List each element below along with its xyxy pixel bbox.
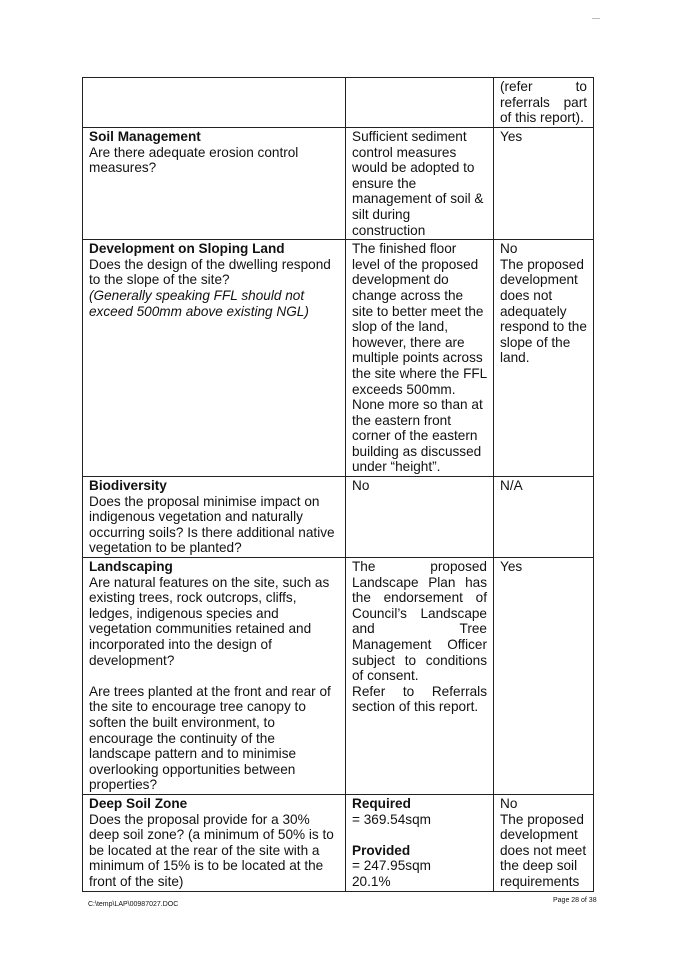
row-answer: The finished floor level of the proposed development do change across the site to better meet the slop of the land, however, there are multiple points across the site where the FFL exceeds 500mm. None more so than at the eastern front corner of the eastern building as discussed under “height”. <box>352 241 487 475</box>
row-title: Development on Sloping Land <box>89 241 285 257</box>
row-question: Does the design of the dwelling respond to the slope of the site? <box>89 256 331 288</box>
row-answer: No <box>352 478 370 494</box>
compliance-cell <box>494 78 594 128</box>
provided-value: = 247.95sqm <box>352 858 431 874</box>
table-row <box>83 128 594 240</box>
row-question: Are natural features on the site, such as existing trees, rock outcrops, cliffs, ledges, indigenous species and vegetation communities retained and incorporated into the design of development? <box>89 574 330 668</box>
row-title: Deep Soil Zone <box>89 795 188 811</box>
compliance-cell <box>494 240 594 477</box>
compliance-cell <box>494 558 594 795</box>
criteria-cell <box>83 477 346 558</box>
compliance-cell <box>494 794 594 891</box>
row-title: Landscaping <box>89 559 173 575</box>
row-question-2: Are trees planted at the front and rear of the site to encourage tree canopy to soften the built environment, to encourage the continuity of the landscape pattern and to minimise overlooking opportunities between properties? <box>89 683 331 793</box>
footer-file-path: C:\temp\LAP\00987027.DOC <box>88 901 179 908</box>
status-note-line: referrals part <box>500 94 587 110</box>
status-value: Yes <box>500 559 523 575</box>
criteria-cell <box>83 794 346 891</box>
corner-mark <box>592 18 600 19</box>
row-question: Does the proposal minimise impact on indigenous vegetation and naturally occurring soils? Is there additional native vegetation to be planted? <box>89 493 335 556</box>
row-title: Biodiversity <box>89 478 167 494</box>
row-question: Are there adequate erosion control measures? <box>89 144 299 176</box>
assessment-cell <box>346 240 494 477</box>
required-value: = 369.54sqm <box>352 811 431 827</box>
assessment-cell <box>346 128 494 240</box>
table-row <box>83 794 594 891</box>
row-note: (Generally speaking FFL should not exceed 500mm above existing NGL) <box>89 287 309 319</box>
row-answer-2: Refer to Referrals section of this report. <box>352 683 487 715</box>
status-value: No <box>500 241 518 257</box>
provided-label: Provided <box>352 842 411 858</box>
status-note-line: of this report). <box>500 110 584 126</box>
table-row <box>83 477 594 558</box>
provided-percent: 20.1% <box>352 873 391 889</box>
compliance-cell <box>494 477 594 558</box>
compliance-cell <box>494 128 594 240</box>
table-row <box>83 558 594 795</box>
status-value: Yes <box>500 129 523 144</box>
assessment-table <box>82 77 594 892</box>
assessment-cell <box>346 558 494 795</box>
criteria-cell <box>83 558 346 795</box>
required-label: Required <box>352 795 411 811</box>
footer-page-number: Page 28 of 38 <box>553 897 597 904</box>
table-row <box>83 240 594 477</box>
criteria-cell <box>83 78 346 128</box>
assessment-cell <box>346 794 494 891</box>
row-answer: Sufficient sediment control measures would be adopted to ensure the management of soil & silt during construction <box>352 129 484 238</box>
row-title: Soil Management <box>89 129 201 144</box>
table-row <box>83 78 594 128</box>
status-note: The proposed development does not meet the deep soil requirements <box>500 811 587 889</box>
status-note: The proposed development does not adequately respond to the slope of the land. <box>500 256 587 366</box>
criteria-cell <box>83 240 346 477</box>
row-question: Does the proposal provide for a 30% deep soil zone? (a minimum of 50% is to be located at the rear of the site with a minimum of 15% is to be located at the front of the site) <box>89 811 334 889</box>
assessment-cell <box>346 477 494 558</box>
status-value: No <box>500 795 518 811</box>
status-value: N/A <box>500 478 523 494</box>
status-note-line: (refer to <box>500 79 587 94</box>
row-answer: The proposed Landscape Plan has the endorsement of Council’s Landscape and Tree Management Officer subject to conditions of consent. <box>352 559 487 684</box>
criteria-cell <box>83 128 346 240</box>
assessment-cell <box>346 78 494 128</box>
